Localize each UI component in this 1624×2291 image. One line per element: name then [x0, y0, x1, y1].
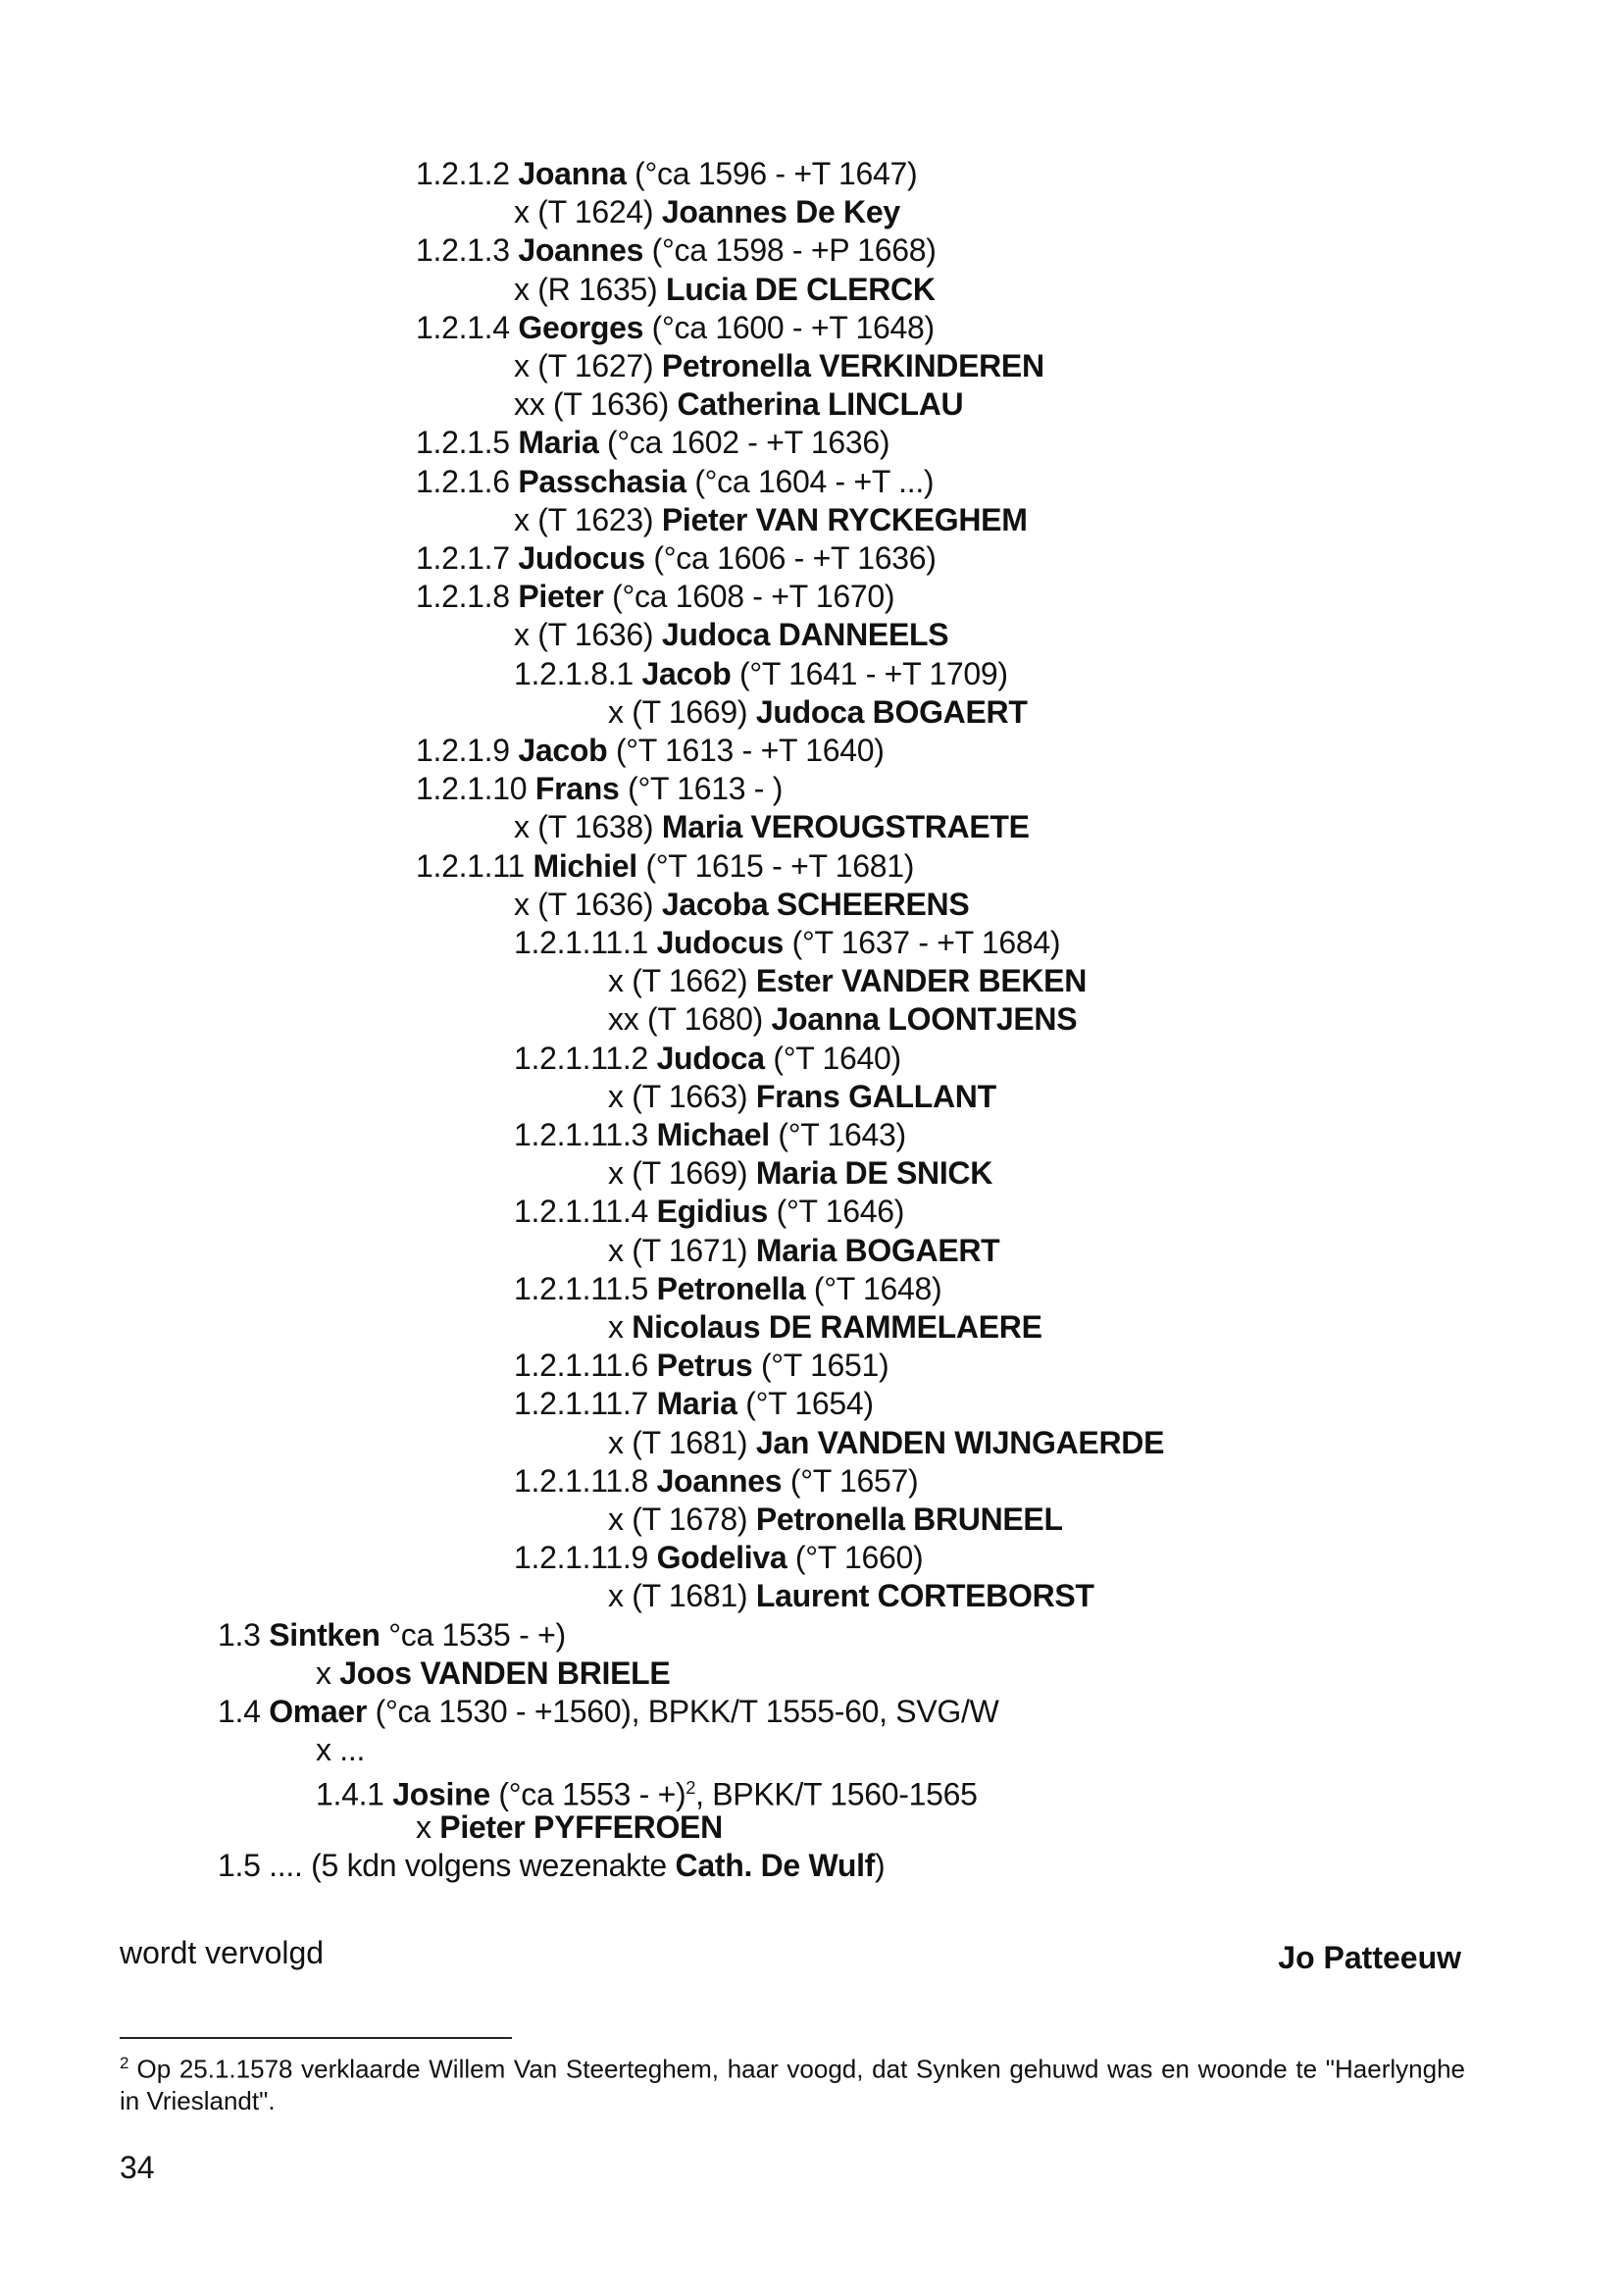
entry-prefix: xx (T 1680)	[608, 1001, 772, 1038]
person-name: Joos VANDEN BRIELE	[339, 1655, 671, 1691]
person-name: Jan VANDEN WIJNGAERDE	[755, 1424, 1165, 1460]
person-name: Georges	[518, 309, 644, 345]
genealogy-entry	[514, 1193, 904, 1231]
genealogy-entry	[514, 347, 1044, 385]
genealogy-entry	[514, 616, 948, 654]
entry-prefix: x (R 1635)	[514, 271, 666, 307]
person-name: Maria	[518, 425, 599, 461]
entry-prefix: 1.2.1.9	[416, 733, 519, 768]
person-name: Maria BOGAERT	[755, 1232, 1000, 1268]
entry-prefix: x (T 1636)	[514, 886, 662, 922]
genealogy-entry	[416, 309, 935, 347]
entry-prefix: 1.2.1.11.6	[514, 1348, 657, 1384]
genealogy-entry	[416, 732, 885, 770]
genealogy-entry	[416, 463, 934, 501]
genealogy-entry	[416, 424, 889, 462]
footnote-marker: 2	[120, 2054, 129, 2072]
entry-prefix: 1.4.1	[316, 1777, 393, 1813]
entry-dates: (°T 1615 - +T 1681)	[636, 847, 915, 884]
genealogy-entry	[608, 1000, 1077, 1039]
entry-prefix: 1.2.1.4	[416, 309, 519, 345]
person-name: Jacob	[641, 655, 732, 691]
person-name: Omaer	[269, 1694, 368, 1729]
person-name: Pieter	[518, 579, 604, 615]
genealogy-entry	[514, 193, 900, 231]
entry-prefix: 1.2.1.5	[416, 425, 519, 461]
person-name: Frans	[534, 771, 620, 807]
entry-dates: (°ca 1553 - +)	[489, 1777, 686, 1813]
entry-prefix: x	[416, 1808, 440, 1845]
entry-prefix: x ...	[316, 1732, 366, 1768]
person-name: Petronella VERKINDEREN	[661, 348, 1044, 383]
entry-dates: (°ca 1604 - +T ...)	[685, 463, 935, 499]
person-name: Maria DE SNICK	[755, 1155, 993, 1192]
entry-prefix: x	[316, 1655, 340, 1691]
entry-prefix: x (T 1662)	[608, 963, 756, 999]
genealogy-entry	[608, 693, 1028, 732]
entry-prefix: x (T 1671)	[608, 1232, 756, 1268]
genealogy-entry	[416, 578, 894, 616]
entry-prefix: x (T 1636)	[514, 617, 662, 653]
person-name: Judoca DANNEELS	[661, 617, 949, 653]
entry-prefix: 1.2.1.8.1	[514, 655, 642, 691]
person-name: Judocus	[518, 540, 645, 576]
person-name: Judoca	[656, 1040, 765, 1076]
footnote-reference: 2	[685, 1778, 696, 1799]
page-number: 34	[120, 2150, 155, 2185]
entry-dates: (°ca 1600 - +T 1648)	[643, 309, 935, 345]
entry-prefix: x (T 1627)	[514, 348, 662, 383]
genealogy-entry	[316, 1731, 365, 1769]
entry-dates: (°T 1640)	[764, 1040, 901, 1076]
entry-prefix: x	[608, 1309, 633, 1345]
entry-prefix: 1.2.1.11.5	[514, 1270, 657, 1306]
genealogy-entry	[416, 847, 914, 886]
person-name: Petronella	[656, 1270, 806, 1306]
person-name: Lucia DE CLERCK	[665, 271, 936, 307]
person-name: Ester VANDER BEKEN	[755, 963, 1088, 999]
entry-prefix: 1.5 .... (5 kdn volgens wezenakte	[218, 1847, 676, 1883]
entry-dates: (°ca 1608 - +T 1670)	[603, 579, 895, 615]
person-name: Egidius	[656, 1194, 769, 1230]
entry-dates: °ca 1535 - +)	[380, 1616, 566, 1653]
genealogy-entry	[514, 886, 969, 924]
genealogy-entry	[514, 1539, 923, 1577]
person-name: Frans GALLANT	[755, 1078, 996, 1114]
author-name: Jo Patteeuw	[1278, 1940, 1461, 1975]
entry-prefix: x (T 1678)	[608, 1502, 756, 1537]
entry-prefix: x (T 1681)	[608, 1578, 756, 1614]
entry-dates: (°T 1643)	[769, 1117, 906, 1152]
genealogy-entry	[608, 1501, 1063, 1539]
genealogy-entry	[514, 1385, 874, 1423]
entry-prefix: 1.2.1.11.2	[514, 1040, 657, 1076]
person-name: Petrus	[656, 1348, 753, 1384]
entry-prefix: x (T 1669)	[608, 693, 756, 730]
genealogy-entry	[218, 1616, 566, 1655]
genealogy-entry	[608, 1577, 1094, 1615]
entry-dates: (°ca 1530 - +1560), BPKK/T 1555-60, SVG/W	[367, 1694, 999, 1729]
entry-prefix: 1.2.1.11	[416, 847, 533, 884]
genealogy-entry	[416, 155, 917, 193]
entry-dates: (°T 1651)	[752, 1348, 889, 1384]
entry-dates: (°T 1613 - )	[619, 771, 784, 807]
entry-prefix: xx (T 1636)	[514, 386, 678, 423]
person-name: Pieter VAN RYCKEGHEM	[661, 501, 1028, 537]
person-name: Jacob	[518, 733, 608, 768]
genealogy-entry	[608, 1424, 1164, 1462]
entry-dates: (°T 1657)	[782, 1462, 919, 1499]
entry-dates: (°T 1613 - +T 1640)	[607, 733, 885, 768]
genealogy-entry	[608, 1232, 999, 1270]
person-name: Cath. De Wulf	[675, 1847, 876, 1883]
entry-dates: (°T 1654)	[736, 1386, 874, 1422]
person-name: Laurent CORTEBORST	[755, 1578, 1094, 1614]
entry-dates: (°ca 1598 - +P 1668)	[643, 232, 937, 269]
person-name: Nicolaus DE RAMMELAERE	[632, 1309, 1042, 1345]
person-name: Maria VEROUGSTRAETE	[661, 809, 1030, 845]
person-name: Joanna LOONTJENS	[771, 1001, 1078, 1038]
genealogy-entry	[316, 1655, 670, 1693]
genealogy-entry	[514, 501, 1028, 539]
person-name: Passchasia	[518, 463, 686, 499]
entry-dates: (°ca 1606 - +T 1636)	[644, 540, 937, 576]
person-name: Jacoba SCHEERENS	[661, 886, 970, 922]
entry-dates: (°T 1648)	[805, 1270, 942, 1306]
person-name: Joannes De Key	[661, 194, 900, 230]
entry-prefix: 1.2.1.11.8	[514, 1462, 657, 1499]
person-name: Judoca BOGAERT	[755, 693, 1028, 730]
entry-prefix: x (T 1623)	[514, 501, 662, 537]
entry-dates: (°T 1637 - +T 1684)	[784, 925, 1061, 960]
person-name: Josine	[392, 1777, 490, 1813]
entry-prefix: 1.2.1.11.3	[514, 1117, 657, 1152]
entry-prefix: 1.4	[218, 1694, 270, 1729]
entry-prefix: x (T 1681)	[608, 1424, 756, 1460]
entry-dates: (°ca 1596 - +T 1647)	[626, 156, 918, 191]
entry-prefix: x (T 1624)	[514, 194, 662, 230]
genealogy-entry	[608, 1154, 992, 1193]
person-name: Joannes	[518, 232, 644, 269]
genealogy-entry	[608, 1308, 1042, 1347]
genealogy-entry	[514, 1347, 888, 1385]
genealogy-entry	[514, 385, 963, 424]
person-name: Joannes	[656, 1462, 783, 1499]
genealogy-entry	[514, 924, 1060, 962]
entry-prefix: x (T 1638)	[514, 809, 662, 845]
entry-prefix: x (T 1663)	[608, 1078, 756, 1114]
genealogy-entry	[514, 1040, 901, 1078]
person-name: Pieter PYFFEROEN	[439, 1808, 723, 1845]
entry-prefix: 1.2.1.11.7	[514, 1386, 657, 1422]
entry-prefix: 1.2.1.11.9	[514, 1540, 657, 1576]
person-name: Michael	[656, 1117, 770, 1152]
genealogy-entry	[218, 1847, 885, 1885]
genealogy-entry	[514, 271, 936, 309]
person-name: Maria	[656, 1386, 737, 1422]
genealogy-entry	[416, 1808, 723, 1847]
entry-prefix: 1.2.1.7	[416, 540, 519, 576]
genealogy-entry	[218, 1693, 998, 1731]
genealogy-entry	[514, 1116, 906, 1154]
entry-prefix: 1.2.1.11.1	[514, 925, 657, 960]
entry-dates: (°T 1660)	[787, 1540, 924, 1576]
person-name: Petronella BRUNEEL	[755, 1502, 1063, 1537]
person-name: Catherina LINCLAU	[677, 386, 964, 423]
entry-extra: , BPKK/T 1560-1565	[695, 1777, 978, 1813]
genealogy-entry	[608, 1078, 996, 1116]
entry-prefix: 1.3	[218, 1616, 270, 1653]
entry-prefix: 1.2.1.10	[416, 771, 535, 807]
entry-dates: (°ca 1602 - +T 1636)	[598, 425, 890, 461]
genealogy-entry	[416, 770, 783, 808]
entry-prefix: 1.2.1.8	[416, 579, 519, 615]
person-name: Michiel	[533, 847, 637, 884]
person-name: Godeliva	[656, 1540, 787, 1576]
entry-prefix: x (T 1669)	[608, 1155, 756, 1192]
genealogy-entry	[416, 231, 937, 270]
continued-note: wordt vervolgd	[120, 1935, 325, 1970]
genealogy-entry	[514, 808, 1030, 846]
person-name: Joanna	[518, 156, 627, 191]
genealogy-entry	[514, 1270, 941, 1308]
footnote	[120, 2048, 1465, 2116]
person-name: Sintken	[269, 1616, 381, 1653]
entry-prefix: 1.2.1.6	[416, 463, 519, 499]
footnote-divider	[120, 2037, 512, 2039]
entry-prefix: 1.2.1.2	[416, 156, 519, 191]
person-name: Judocus	[656, 925, 785, 960]
genealogy-entry	[514, 1462, 918, 1501]
footnote-text: Op 25.1.1578 verklaarde Willem Van Steerteghem, haar voogd, dat Synken gehuwd was en woonde te "Haerlynghe in Vrieslandt".	[120, 2054, 1465, 2115]
genealogy-entry	[608, 962, 1087, 1000]
entry-dates: )	[875, 1847, 886, 1883]
entry-prefix: 1.2.1.11.4	[514, 1194, 657, 1230]
entry-dates: (°T 1641 - +T 1709)	[731, 655, 1008, 691]
entry-dates: (°T 1646)	[768, 1194, 905, 1230]
genealogy-entry	[514, 655, 1008, 693]
entry-prefix: 1.2.1.3	[416, 232, 519, 269]
genealogy-entry	[416, 539, 937, 578]
